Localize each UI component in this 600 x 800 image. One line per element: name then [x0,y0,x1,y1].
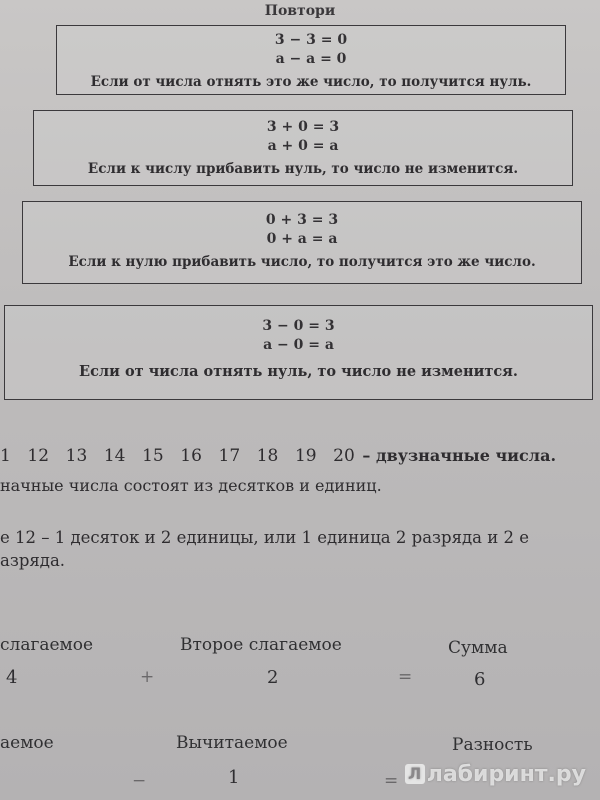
two-digit-numbers-line [0,446,556,466]
rule-equation-letter: а + 0 = а [267,138,339,154]
rule-caption: Если к нулю прибавить число, то получится это же число. [68,254,536,270]
rule-box-subtract-zero [4,305,593,400]
rule-box-add-zero [33,110,573,186]
number: 1 [0,446,11,466]
number: 18 [256,446,279,466]
addend-1-value: 4 [6,667,18,688]
rule-equation-letter: а − 0 = а [263,337,334,353]
numbers-tail-text: – двузначные числа. [362,446,557,465]
rule-caption: Если от числа отнять нуль, то число не изменится. [79,363,518,380]
sum-value: 6 [474,669,486,690]
rule-box-subtract-self [56,25,566,95]
labirint-logo-icon: Л [405,764,425,784]
number: 17 [218,446,241,466]
rule-equation-numeric: 3 + 0 = 3 [266,119,340,135]
number: 14 [103,446,126,466]
number: 13 [65,446,88,466]
sum-label: Сумма [448,638,508,658]
addend-2-label: Второе слагаемое [180,635,342,655]
equals-sign: = [384,771,399,791]
addend-2-value: 2 [267,667,279,688]
rule-equation-numeric: 3 − 3 = 0 [274,32,348,48]
rule-caption: Если к числу прибавить нуль, то число не изменится. [87,161,519,177]
number: 19 [294,446,317,466]
body-text-line: е 12 – 1 десяток и 2 единицы, или 1 единица 2 разряда и 2 е [0,528,529,547]
subtrahend-value: 1 [228,767,240,788]
equals-sign: = [398,667,413,687]
number: 12 [27,446,50,466]
addend-1-label: слагаемое [0,635,94,655]
rule-equation-letter: а − а = 0 [275,51,347,67]
rule-equation-numeric: 0 + 3 = 3 [265,212,339,228]
page-title: Повтори [264,3,336,19]
minuend-label: аемое [0,733,54,753]
site-watermark [405,762,586,787]
body-text-line: азряда. [0,551,66,570]
rule-box-zero-plus-number [22,201,582,284]
rule-equation-numeric: 3 − 0 = 3 [262,318,335,334]
difference-label: Разность [452,735,533,755]
number: 20 [333,446,355,466]
number: 16 [180,446,202,466]
plus-sign: + [140,667,155,687]
rule-caption: Если от числа отнять это же число, то получится нуль. [90,74,532,90]
number: 15 [142,446,164,466]
body-text-line: начные числа состоят из десятков и единиц. [0,476,382,495]
watermark-text: лабиринт.ру [426,762,586,787]
rule-equation-letter: 0 + а = а [266,231,338,247]
subtrahend-label: Вычитаемое [176,733,288,753]
minus-sign: − [132,771,147,791]
